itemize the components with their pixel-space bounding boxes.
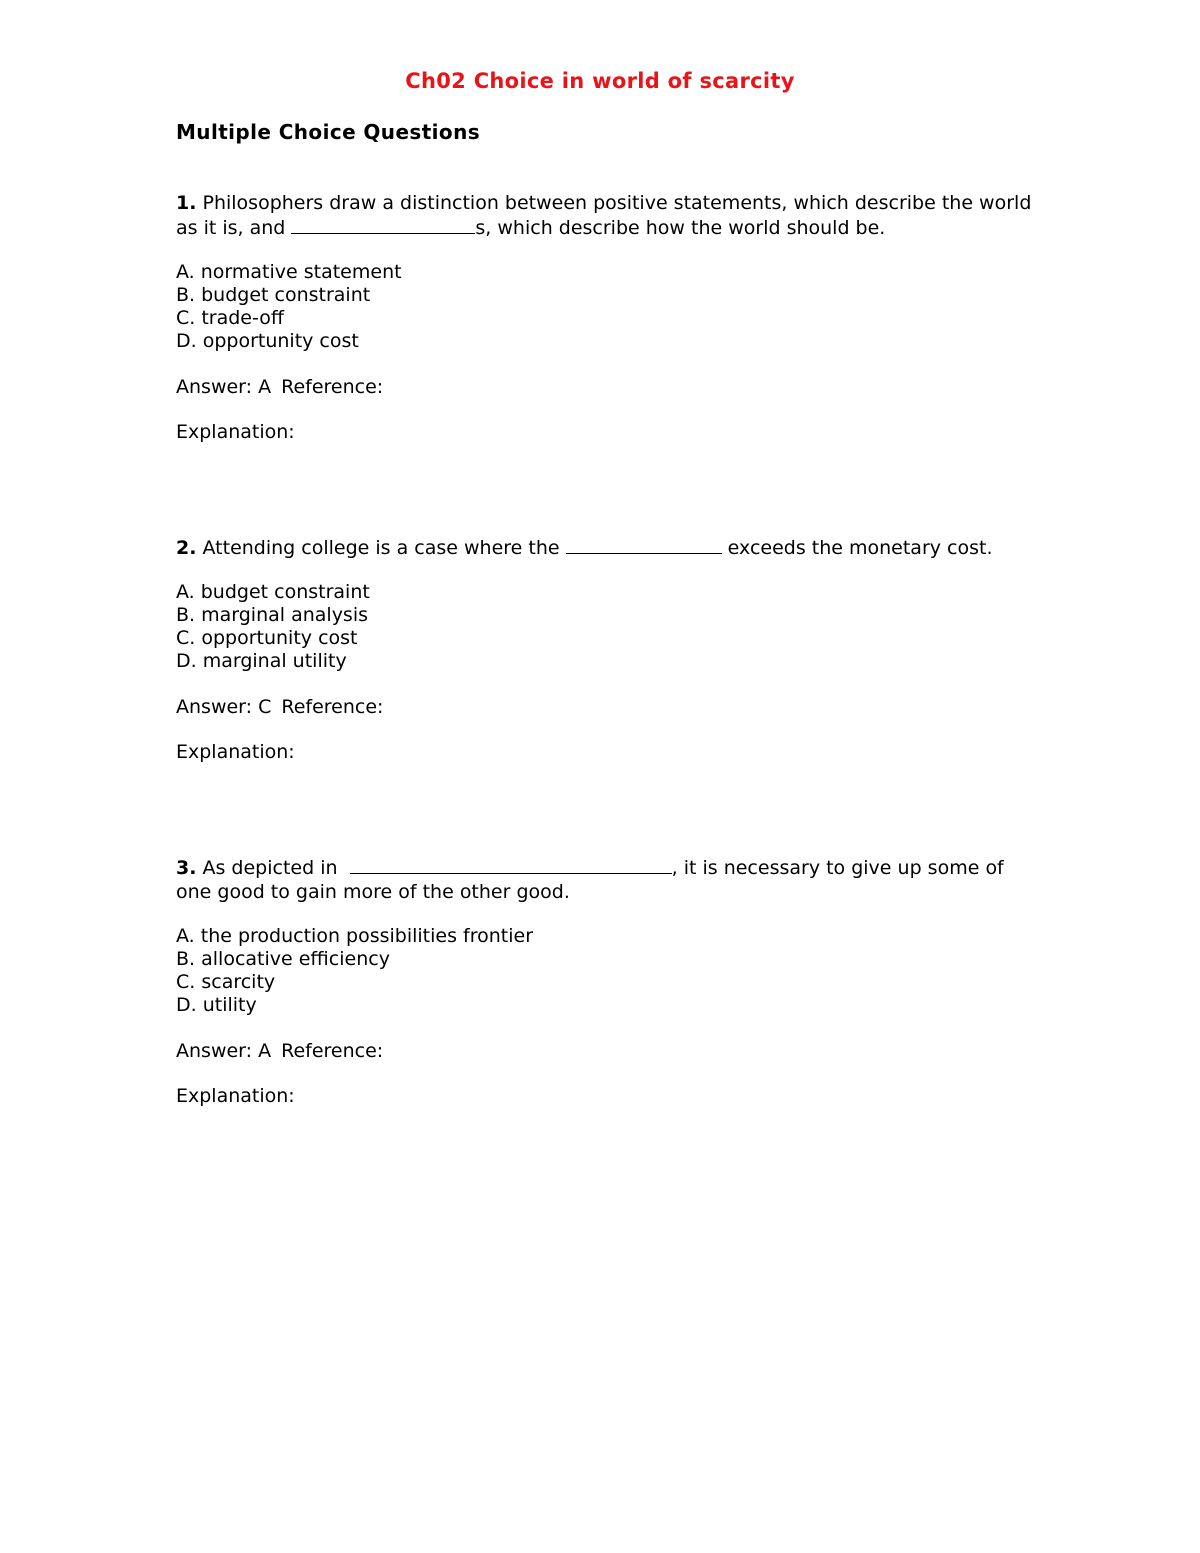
explanation: Explanation: xyxy=(176,741,295,763)
answer-line xyxy=(176,1039,1036,1063)
answer-blank xyxy=(291,215,475,234)
option-a: A. the production possibilities frontier xyxy=(176,925,534,947)
reference: Reference: xyxy=(281,696,384,718)
option-list xyxy=(176,925,1036,1017)
question-text: Attending college is a case where the xyxy=(202,537,560,559)
question-text: Philosophers draw a distinction between positive statements, which describe the world as it is, and xyxy=(176,192,1032,239)
explanation: Explanation: xyxy=(176,421,295,443)
answer-blank xyxy=(350,855,672,874)
question-number: 2. xyxy=(176,537,197,559)
answer-blank xyxy=(566,535,722,554)
reference: Reference: xyxy=(281,1040,384,1062)
question-2 xyxy=(176,535,1036,764)
answer-line xyxy=(176,695,1036,719)
answer: Answer: A xyxy=(176,376,272,398)
question-text: As depicted in xyxy=(202,857,338,879)
option-list xyxy=(176,261,1036,353)
question-text-continued: s, which describe how the world should be. xyxy=(475,217,886,239)
question-text-continued: exceeds the monetary cost. xyxy=(727,537,993,559)
document-title: Ch02 Choice in world of scarcity xyxy=(405,69,795,93)
question-stem xyxy=(176,535,1036,560)
reference: Reference: xyxy=(281,376,384,398)
question-text-continued: , it is necessary to give up some of one good to gain more of the other good. xyxy=(176,857,1004,903)
option-d: D. utility xyxy=(176,994,257,1016)
answer: Answer: C xyxy=(176,696,272,718)
question-3 xyxy=(176,855,1036,1108)
option-b: B. budget constraint xyxy=(176,284,371,306)
option-d: D. opportunity cost xyxy=(176,330,359,352)
section-heading: Multiple Choice Questions xyxy=(176,120,481,144)
option-c: C. scarcity xyxy=(176,971,276,993)
option-b: B. allocative efficiency xyxy=(176,948,390,970)
option-c: C. trade-off xyxy=(176,307,284,329)
answer: Answer: A xyxy=(176,1040,272,1062)
option-c: C. opportunity cost xyxy=(176,627,358,649)
option-d: D. marginal utility xyxy=(176,650,347,672)
question-stem xyxy=(176,855,1036,904)
question-number: 3. xyxy=(176,857,197,879)
option-list xyxy=(176,581,1036,673)
option-b: B. marginal analysis xyxy=(176,604,369,626)
question-number: 1. xyxy=(176,192,197,214)
question-1 xyxy=(176,191,1036,444)
explanation: Explanation: xyxy=(176,1085,295,1107)
answer-line xyxy=(176,375,1036,399)
option-a: A. normative statement xyxy=(176,261,402,283)
option-a: A. budget constraint xyxy=(176,581,370,603)
question-stem xyxy=(176,191,1036,240)
